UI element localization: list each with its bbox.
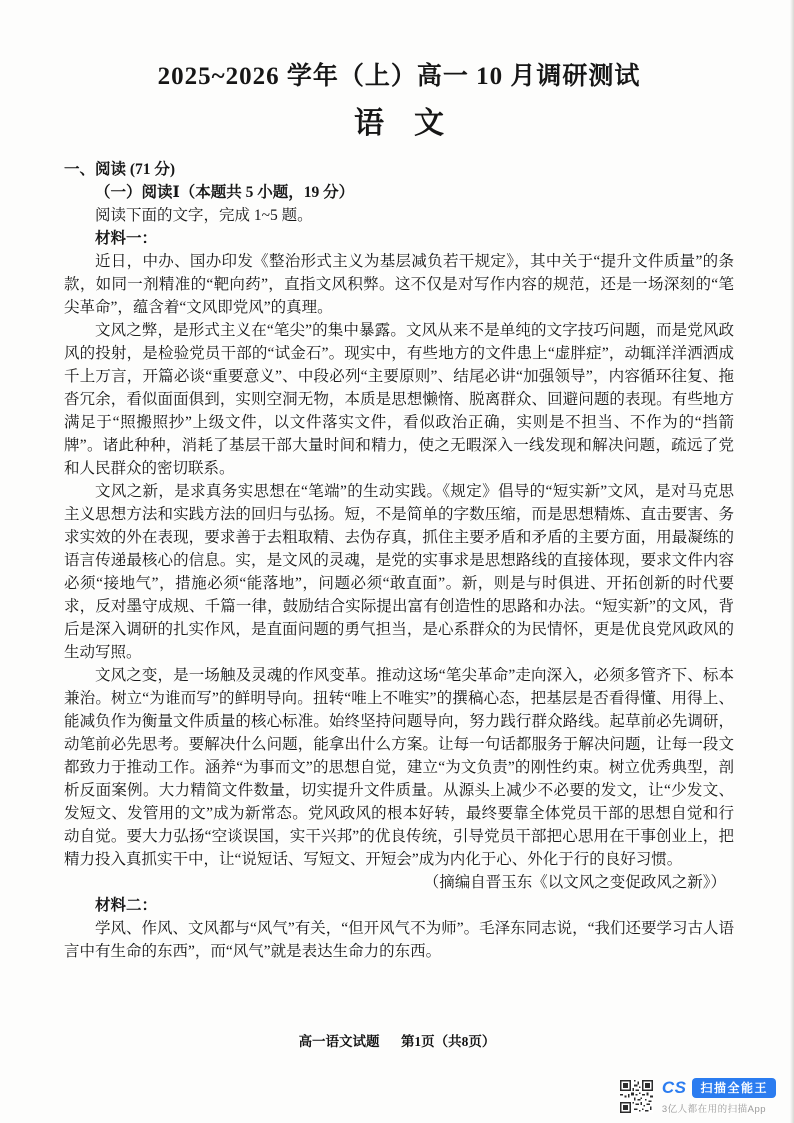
- material1-paragraph-2: 文风之弊，是形式主义在“笔尖”的集中暴露。文风从来不是单纯的文字技巧问题，而是党风政风的投射，是检验党员干部的“试金石”。现实中，有些地方的文件患上“虚胖症”，动辄洋洋洒洒成千上万言，开篇必谈“重要意义”、中段必列“主要原则”、结尾必讲“加强领导”，内容循环往复、拖沓冗余，看似面面俱到，实则空洞无物，本质是思想懒惰、脱离群众、回避问题的表现。有些地方满足于“照搬照抄”上级文件，以文件落实文件，看似政治正确，实则是不担当、不作为的“挡箭牌”。诸此种种，消耗了基层干部大量时间和精力，使之无暇深入一线发现和解决问题，疏远了党和人民群众的密切联系。: [64, 322, 734, 477]
- camscanner-brand-badge: 扫描全能王: [692, 1078, 776, 1098]
- camscanner-logo: CS: [661, 1078, 687, 1097]
- exam-subject: 语 文: [354, 107, 444, 140]
- section-heading-reading: 一、阅读 (71 分): [64, 161, 176, 178]
- material2-label: 材料二：: [95, 897, 158, 914]
- scanner-watermark: [620, 1078, 776, 1115]
- footer-doc-title: 高一语文试题: [298, 1034, 380, 1049]
- exam-content: [64, 44, 734, 963]
- material1-paragraph-3: 文风之新，是求真务实思想在“笔端”的生动实践。《规定》倡导的“短实新”文风，是对马克思主义思想方法和实践方法的回归与弘扬。短，不是简单的字数压缩，而是思想精炼、直击要害、务求实效的外在表现，要求善于去粗取精、去伪存真，抓住主要矛盾和矛盾的主要方面，用最凝练的语言传递最核心的信息。实，是文风的灵魂，是党的实事求是思想路线的直接体现，要求文件内容必须“接地气”，措施必须“能落地”，问题必须“敢直面”。新，则是与时俱进、开拓创新的时代要求，反对墨守成规、千篇一律，鼓励结合实际提出富有创造性的思路和办法。“短实新”的文风，背后是深入调研的扎实作风，是直面问题的勇气担当，是心系群众的为民情怀，更是优良党风政风的生动写照。: [64, 483, 734, 661]
- scanner-watermark-text: [662, 1078, 776, 1115]
- scan-edge-artifact: [790, 0, 794, 1123]
- qr-code: [620, 1080, 653, 1113]
- material2-paragraph-1: 学风、作风、文风都与“风气”有关，“但开风气不为师”。毛泽东同志说，“我们还要学习古人语言中有生命的东西”，而“风气”就是表达生命力的东西。: [64, 920, 734, 960]
- subsection-heading-reading-1: （一）阅读Ⅰ（本题共 5 小题，19 分）: [95, 184, 355, 201]
- material1-paragraph-4: 文风之变，是一场触及灵魂的作风变革。推动这场“笔尖革命”走向深入，必须多管齐下、标本兼治。树立“为谁而写”的鲜明导向。扭转“唯上不唯实”的撰稿心态，把基层是否看得懂、用得上、能减负作为衡量文件质量的核心标准。始终坚持问题导向，努力践行群众路线。起草前必先调研，动笔前必先思考。要解决什么问题，能拿出什么方案。让每一句话都服务于解决问题，让每一段文都致力于推动工作。涵养“为事而文”的思想自觉，建立“为文负责”的刚性约束。树立优秀典型，剖析反面案例。大力精简文件数量，切实提升文件质量。从源头上减少不必要的发文，让“少发文、发短文、发管用的文”成为新常态。党风政风的根本好转，最终要靠全体党员干部的思想自觉和行动自觉。要大力弘扬“空谈误国，实干兴邦”的优良传统，引导党员干部把心思用在干事创业上，把精力投入真抓实干中，让“说短话、写短文、开短会”成为内化于心、外化于行的良好习惯。: [64, 667, 734, 868]
- camscanner-tagline: 3亿人都在用的扫描App: [661, 1104, 767, 1115]
- exam-title: 2025~2026 学年（上）高一 10 月调研测试: [157, 63, 641, 90]
- footer-page-number: 第1页（共8页）: [400, 1034, 496, 1049]
- material1-label: 材料一：: [95, 230, 158, 247]
- instruction-line: 阅读下面的文字，完成 1~5 题。: [95, 207, 313, 224]
- page-footer: [0, 1030, 794, 1050]
- exam-body: [64, 158, 734, 963]
- material1-paragraph-1: 近日，中办、国办印发《整治形式主义为基层减负若干规定》，其中关于“提升文件质量”的条款，如同一剂精准的“靶向药”，直指文风积弊。这不仅是对写作内容的规范，还是一场深刻的“笔尖革命”，蕴含着“文风即党风”的真理。: [64, 253, 734, 316]
- source-attribution: （摘编自晋玉东《以文风之变促政风之新》）: [423, 874, 726, 891]
